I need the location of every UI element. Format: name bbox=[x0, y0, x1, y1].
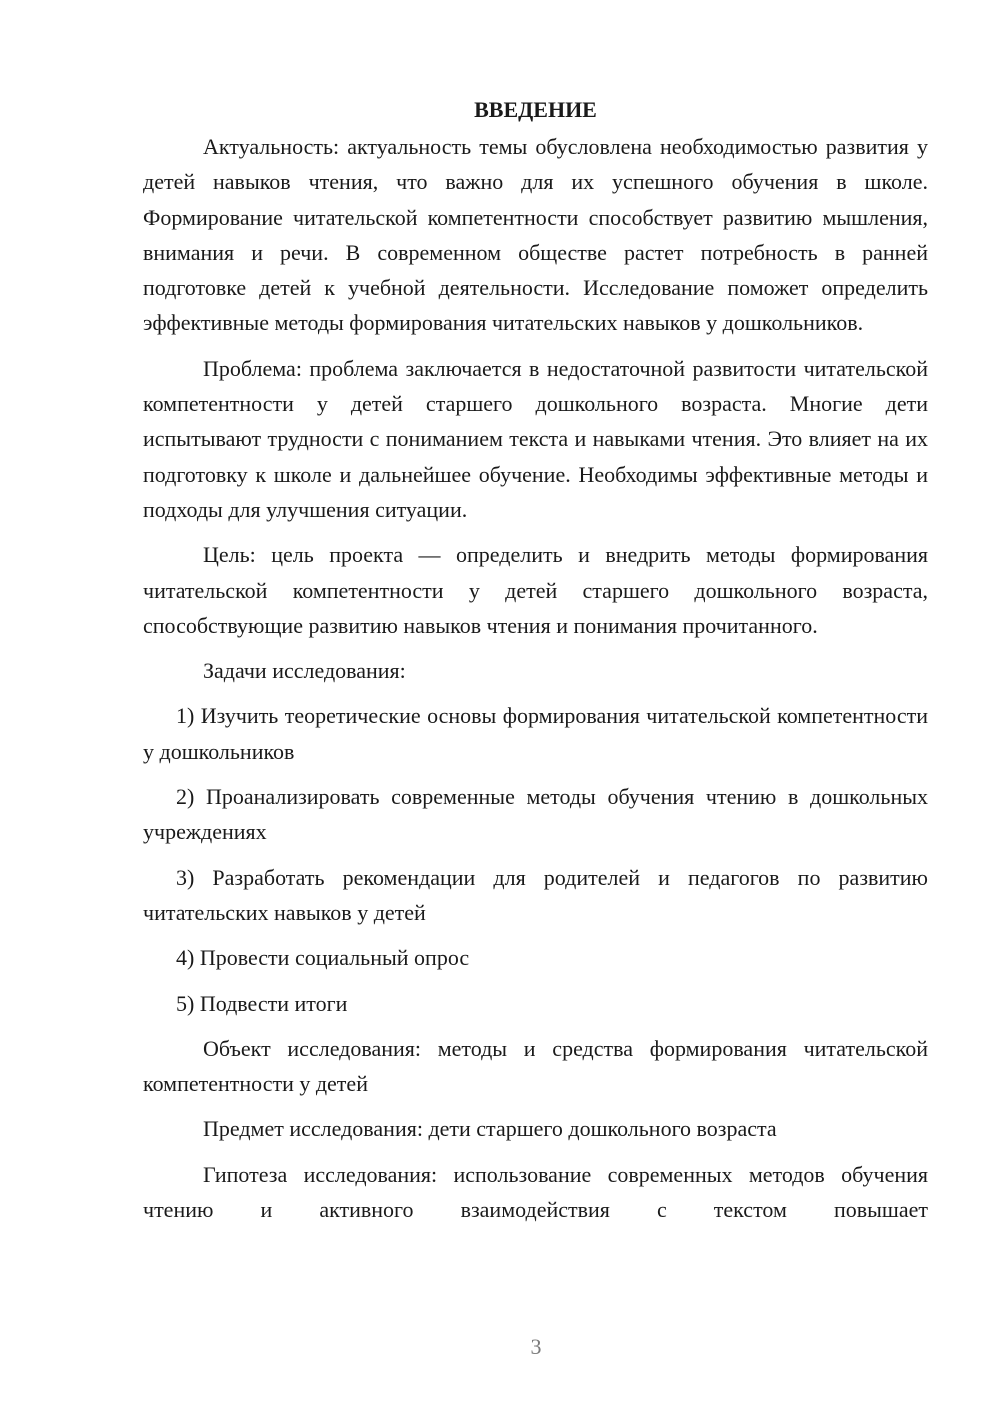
relevance-paragraph: Актуальность: актуальность темы обусловлена необходимостью развития у детей навыков чтения, что важно для их успешного обучения в школе. Формирование читательской компетентности способствует развитию мышления, внимания и речи. В современном обществе растет потребность в ранней подготовке детей к учебной деятельности. Исследование поможет определить эффективные методы формирования читательских навыков у дошкольников. bbox=[143, 134, 928, 336]
hypothesis-paragraph: Гипотеза исследования: использование современных методов обучения чтению и активного взаимодействия с текстом повышает bbox=[143, 1161, 928, 1223]
task-item-3: 3) Разработать рекомендации для родителей и педагогов по развитию читательских навыков у детей bbox=[143, 864, 928, 925]
section-title: ВВЕДЕНИЕ bbox=[474, 97, 597, 122]
object-paragraph: Объект исследования: методы и средства формирования читательской компетентности у детей bbox=[143, 1035, 928, 1097]
goal-paragraph: Цель: цель проекта — определить и внедрить методы формирования читательской компетентности у детей старшего дошкольного возраста, способствующие развитию навыков чтения и понимания прочитанного. bbox=[143, 542, 928, 638]
problem-paragraph: Проблема: проблема заключается в недостаточной развитости читательской компетентности у детей старшего дошкольного возраста. Многие дети испытывают трудности с пониманием текста и навыками чтения. Это влияет на их подготовку к школе и дальнейшее обучение. Необходимы эффективные методы и подходы для улучшения ситуации. bbox=[143, 355, 928, 522]
task-item-2: 2) Проанализировать современные методы обучения чтению в дошкольных учреждениях bbox=[143, 784, 928, 845]
task-item-1: 1) Изучить теоретические основы формирования читательской компетентности у дошкольников bbox=[143, 703, 928, 764]
task-item-4: 4) Провести социальный опрос bbox=[176, 945, 470, 971]
tasks-heading: Задачи исследования: bbox=[203, 658, 406, 684]
page-content bbox=[143, 92, 928, 1227]
task-item-5: 5) Подвести итоги bbox=[176, 990, 348, 1016]
page-number: 3 bbox=[530, 1334, 542, 1359]
subject-paragraph: Предмет исследования: дети старшего дошкольного возраста bbox=[203, 1116, 777, 1142]
